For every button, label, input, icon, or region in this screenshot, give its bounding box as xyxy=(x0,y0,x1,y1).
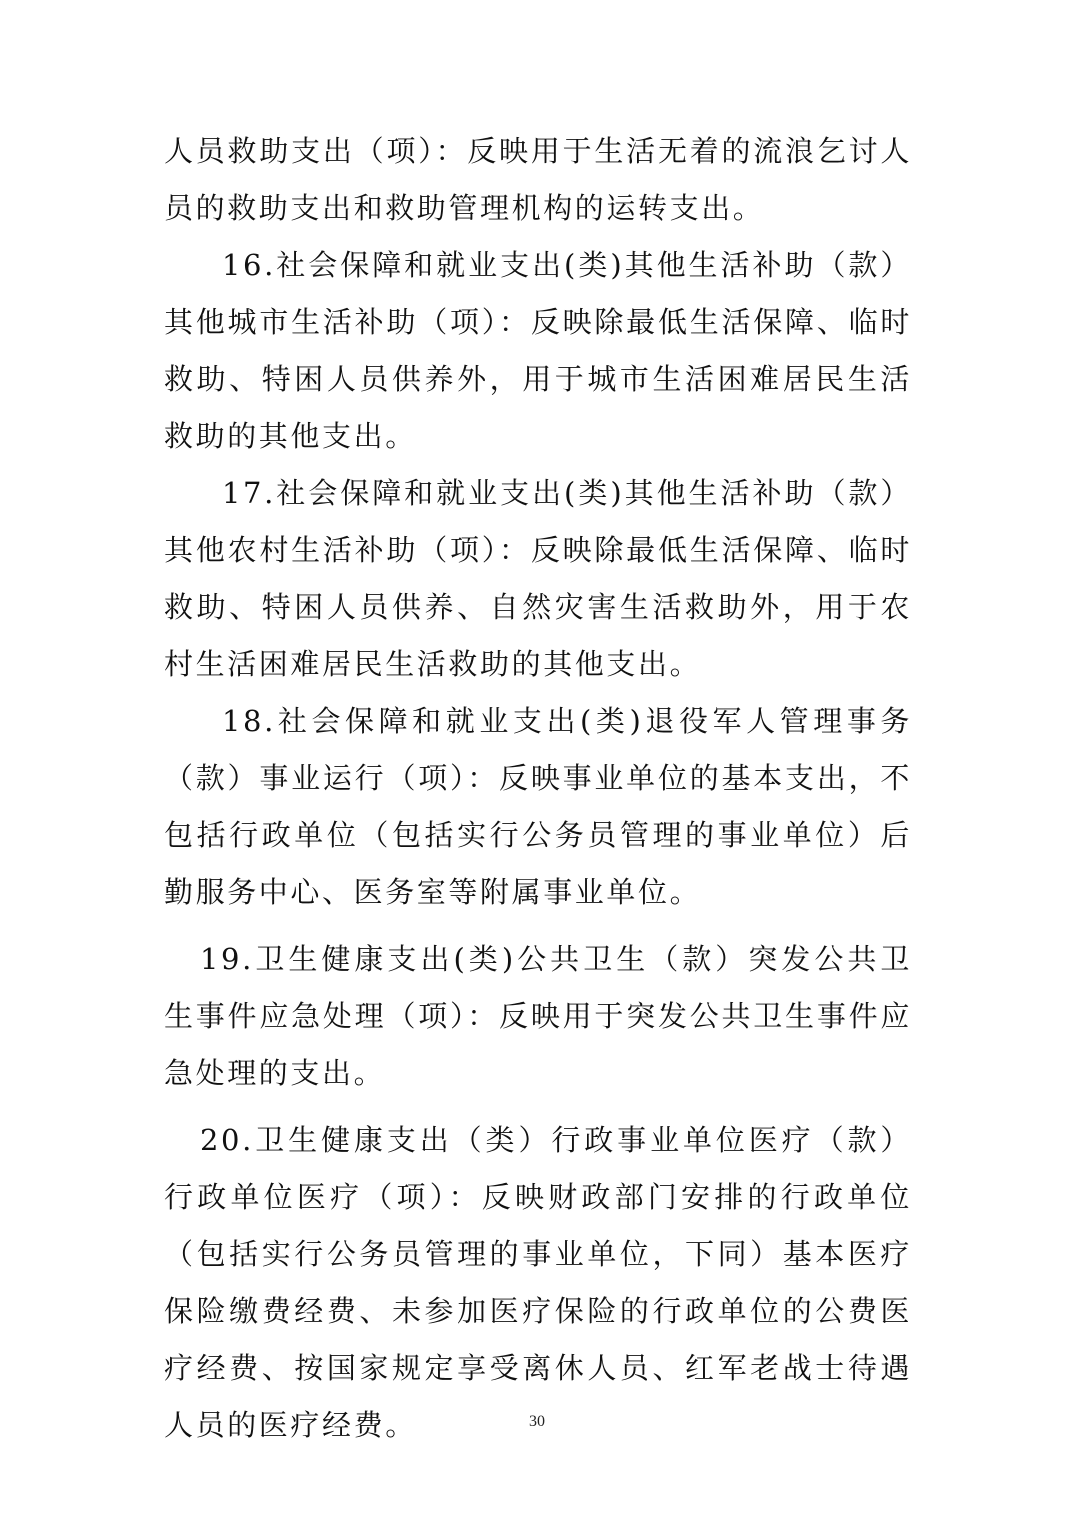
paragraph-gap xyxy=(164,921,912,931)
paragraph-gap xyxy=(164,1102,912,1112)
paragraph-item-19: 19.卫生健康支出(类)公共卫生（款）突发公共卫生事件应急处理（项）：反映用于突发公共卫生事件应急处理的支出。 xyxy=(164,942,912,1090)
document-body xyxy=(164,123,912,1454)
paragraph-item-16: 16.社会保障和就业支出(类)其他生活补助（款）其他城市生活补助（项）：反映除最低生活保障、临时救助、特困人员供养外，用于城市生活困难居民生活救助的其他支出。 xyxy=(164,248,912,453)
paragraph-item-20: 20.卫生健康支出（类）行政事业单位医疗（款）行政单位医疗（项）：反映财政部门安排的行政单位（包括实行公务员管理的事业单位，下同）基本医疗保险缴费经费、未参加医疗保险的行政单位的公费医疗经费、按国家规定享受离休人员、红军老战士待遇人员的医疗经费。 xyxy=(164,1123,912,1442)
paragraph-item-17: 17.社会保障和就业支出(类)其他生活补助（款）其他农村生活补助（项）：反映除最低生活保障、临时救助、特困人员供养、自然灾害生活救助外，用于农村生活困难居民生活救助的其他支出。 xyxy=(164,476,912,681)
page-number: 30 xyxy=(529,1413,545,1430)
paragraph-item-18: 18.社会保障和就业支出(类)退役军人管理事务（款）事业运行（项）：反映事业单位的基本支出，不包括行政单位（包括实行公务员管理的事业单位）后勤服务中心、医务室等附属事业单位。 xyxy=(164,704,912,909)
paragraph-continuation: 人员救助支出（项）：反映用于生活无着的流浪乞讨人员的救助支出和救助管理机构的运转支出。 xyxy=(164,134,912,225)
